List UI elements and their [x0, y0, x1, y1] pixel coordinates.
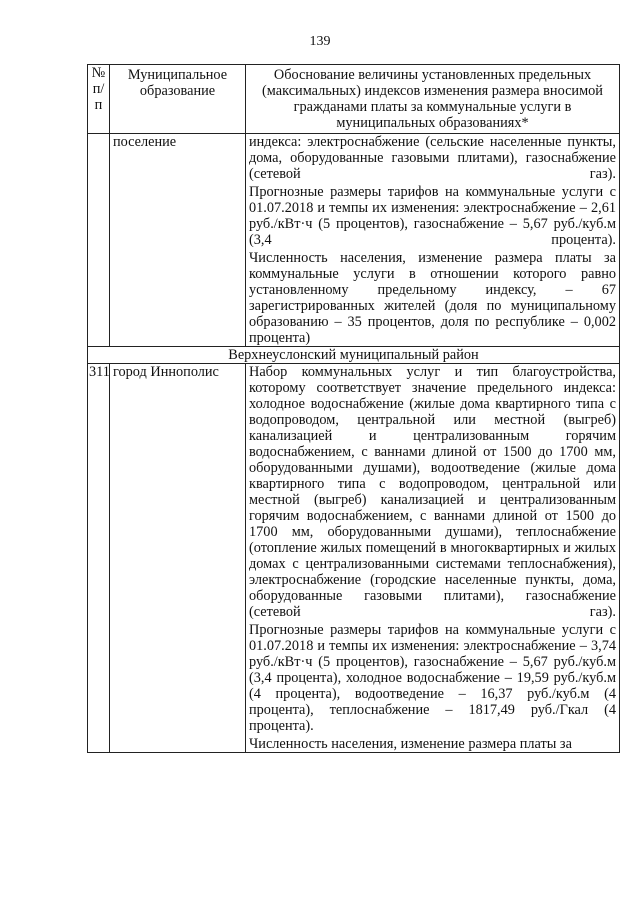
district-label: Верхнеуслонский муниципальный район: [88, 347, 620, 364]
row-municipality: город Иннополис: [110, 364, 246, 753]
header-num: № п/п: [88, 65, 110, 134]
table-row: [88, 134, 620, 347]
justification-paragraph: Численность населения, изменение размера платы за: [249, 736, 572, 752]
header-municipality: Муниципальное образование: [110, 65, 246, 134]
justification-paragraph: Численность населения, изменение размера платы за коммунальные услуги в отношении которого равно установленному предельному индексу, – 67 зарегистрированных жителей (доля по муниципальному образованию – 35 процентов, доля по республике – 0,002 процента): [249, 250, 616, 346]
row-municipality: поселение: [110, 134, 246, 347]
justification-paragraph: Набор коммунальных услуг и тип благоустройства, которому соответствует значение предельного индекса: холодное водоснабжение (жилые дома квартирного типа с водопроводом, центральной или местной (выгреб) канализацией и централизованным горячим водоснабжением, с ваннами длиной от 1500 до 1700 мм, оборудованными душами), водоотведение (жилые дома квартирного типа с водопроводом, центральной или местной (выгреб) канализацией и централизованным горячим водоснабжением, с ваннами длиной от 1500 до 1700 мм, оборудованными душами), теплоснабжение (отопление жилых помещений в многоквартирных и жилых домах с централизованными системами теплоснабжения), электроснабжение (городские населенные пункты, дома, оборудованные газовыми плитами), газоснабжение (сетевой газ).: [249, 364, 616, 620]
table-row: [88, 364, 620, 753]
district-row: [88, 347, 620, 364]
row-justification: [246, 134, 620, 347]
row-num: 311: [88, 364, 110, 753]
row-justification: [246, 364, 620, 753]
justification-paragraph: индекса: электроснабжение (сельские населенные пункты, дома, оборудованные газовыми плитами), газоснабжение (сетевой газ).: [249, 134, 616, 182]
page-number: 139: [309, 34, 331, 49]
header-justification: Обоснование величины установленных предельных (максимальных) индексов изменения размера вносимой гражданами платы за коммунальные услуги в муниципальных образованиях*: [246, 65, 620, 134]
justification-paragraph: Прогнозные размеры тарифов на коммунальные услуги с 01.07.2018 и темпы их изменения: электроснабжение – 3,74 руб./кВт·ч (5 процентов), газоснабжение – 5,67 руб./куб.м (3,4 процента), холодное водоснабжение – 19,59 руб./куб.м (4 процента), водоотведение – 16,37 руб./куб.м (4 процента), теплоснабжение – 1817,49 руб./Гкал (4 процента).: [249, 622, 616, 734]
table-header-row: [88, 65, 620, 134]
justification-paragraph: Прогнозные размеры тарифов на коммунальные услуги с 01.07.2018 и темпы их изменения: электроснабжение – 2,61 руб./кВт·ч (5 процентов), газоснабжение – 5,67 руб./куб.м (3,4 процента).: [249, 184, 616, 248]
row-num: [88, 134, 110, 347]
tariff-index-table: [87, 64, 620, 753]
